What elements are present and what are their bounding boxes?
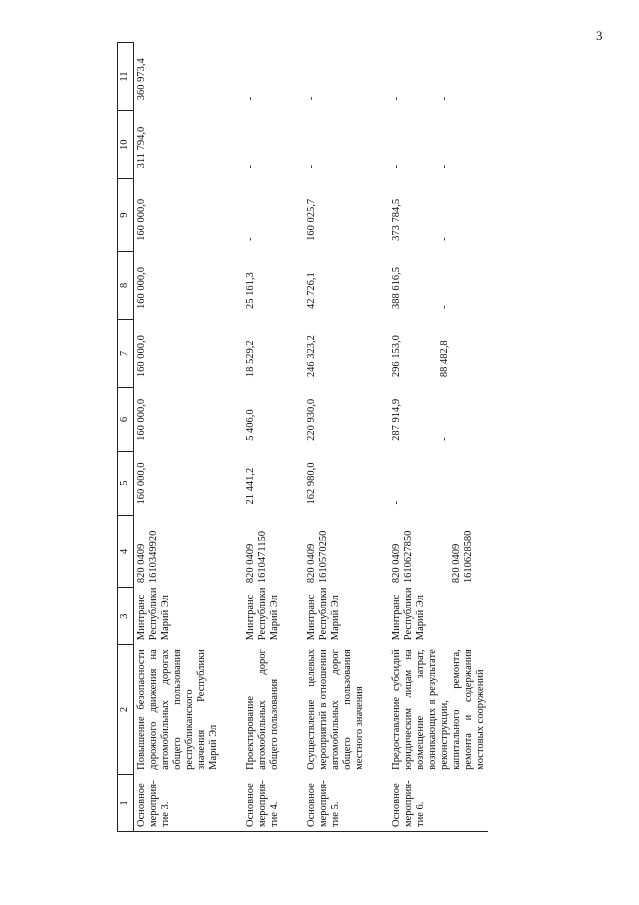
table-row xyxy=(134,43,222,832)
executor-cell: Минтранс Республики Марий Эл xyxy=(306,587,341,641)
header-col-10: 10 xyxy=(118,111,134,179)
budget-code-cell xyxy=(243,515,282,588)
value-secondary: 88 482,8 xyxy=(439,340,450,378)
value-cell: 21 441,2 xyxy=(245,467,256,505)
value-secondary: - xyxy=(439,96,450,101)
header-col-4: 4 xyxy=(118,515,134,588)
value-cell: - xyxy=(245,237,256,241)
event-name-cell: Предоставление субсидий юридическим лицам на возмещение затрат, возникающих в результате реконструкции, капитального ремонта, ремонта и содержания мостовых сооружений xyxy=(391,649,486,770)
value-cell: 160 000,0 xyxy=(136,266,147,309)
value-cell: 5 406,0 xyxy=(245,409,256,441)
value-cell xyxy=(389,179,488,252)
value-cell xyxy=(389,319,488,387)
value-cell: 160 025,7 xyxy=(306,198,317,241)
header-col-5: 5 xyxy=(118,451,134,515)
header-col-11: 11 xyxy=(118,43,134,111)
header-col-9: 9 xyxy=(118,179,134,252)
event-id-cell: Основное мероприя-тие 5. xyxy=(304,774,367,831)
value-cell: 311 794,0 xyxy=(136,126,147,169)
value: - xyxy=(391,164,402,169)
value: - xyxy=(391,96,402,101)
value-cell: 25 161,3 xyxy=(245,272,256,309)
value-cell: 162 980,0 xyxy=(306,462,317,505)
event-name-cell: Осуществление целевых мероприятий в отношении автомобильных дорог общего пользования местного значения xyxy=(306,649,365,770)
rotated-table-frame xyxy=(117,42,639,832)
value-cell: 246 323,2 xyxy=(306,335,317,378)
value-cell: 160 000,0 xyxy=(136,198,147,241)
value-cell: 42 726,1 xyxy=(306,272,317,309)
value-secondary: - xyxy=(439,164,450,169)
header-col-7: 7 xyxy=(118,319,134,387)
value-cell: - xyxy=(245,96,256,101)
table-row xyxy=(304,43,367,832)
budget-code: 820 0409 1610349920 xyxy=(136,530,159,584)
value: 373 784,5 xyxy=(391,198,402,241)
budget-code: 820 0409 1610627850 xyxy=(391,530,414,584)
value: 388 616,5 xyxy=(391,266,402,309)
budget-code: 820 0409 1610471150 xyxy=(245,530,268,584)
value-secondary: - xyxy=(439,437,450,441)
value-cell: 160 000,0 xyxy=(136,335,147,378)
table-row xyxy=(243,43,282,832)
budget-code: 820 0409 1610570250 xyxy=(306,530,329,584)
value-cell xyxy=(389,43,488,111)
header-col-3: 3 xyxy=(118,588,134,645)
event-name-cell: Проектирование автомобильных дорог общего пользования xyxy=(245,649,280,770)
budget-code-cell xyxy=(389,515,488,588)
header-row xyxy=(118,43,134,832)
event-id-cell: Основное мероприя-тие 6. xyxy=(389,774,488,831)
value: 287 914,9 xyxy=(391,398,402,441)
value-secondary: - xyxy=(439,305,450,309)
value-cell xyxy=(389,111,488,179)
value-cell: 160 000,0 xyxy=(136,462,147,505)
event-name-cell: Повышение безопасности дорожного движения на автомобильных дорогах общего пользования республиканского значения Республики Марий Эл xyxy=(136,649,219,770)
value-cell xyxy=(389,388,488,452)
header-col-8: 8 xyxy=(118,251,134,319)
value-cell: 160 000,0 xyxy=(136,398,147,441)
budget-code-cell xyxy=(134,515,222,588)
value-cell: 220 930,0 xyxy=(306,398,317,441)
budget-code-cell xyxy=(304,515,367,588)
value-cell: - xyxy=(245,164,256,169)
executor-cell: Минтранс Республики Марий Эл xyxy=(391,587,426,641)
value-cell: - xyxy=(391,501,402,505)
header-col-1: 1 xyxy=(118,774,134,831)
header-col-2: 2 xyxy=(118,645,134,775)
value-cell: 360 973,4 xyxy=(136,58,147,101)
value: 296 153,0 xyxy=(391,335,402,378)
value-cell: - xyxy=(306,164,317,169)
page-number: 3 xyxy=(596,28,603,43)
budget-table xyxy=(117,42,639,832)
value-cell: 18 529,2 xyxy=(245,340,256,378)
event-id-cell: Основное мероприя-тие 4. xyxy=(243,774,282,831)
budget-code-secondary: 820 0409 1610628580 xyxy=(451,530,474,584)
event-id-cell: Основное мероприя-тие 3. xyxy=(134,774,222,831)
executor-cell: Минтранс Республики Марий Эл xyxy=(245,587,280,641)
value-secondary: - xyxy=(439,237,450,241)
header-col-6: 6 xyxy=(118,388,134,452)
value-cell xyxy=(389,251,488,319)
executor-cell: Минтранс Республики Марий Эл xyxy=(136,587,171,641)
table-row xyxy=(389,43,488,832)
value-cell: - xyxy=(306,96,317,101)
